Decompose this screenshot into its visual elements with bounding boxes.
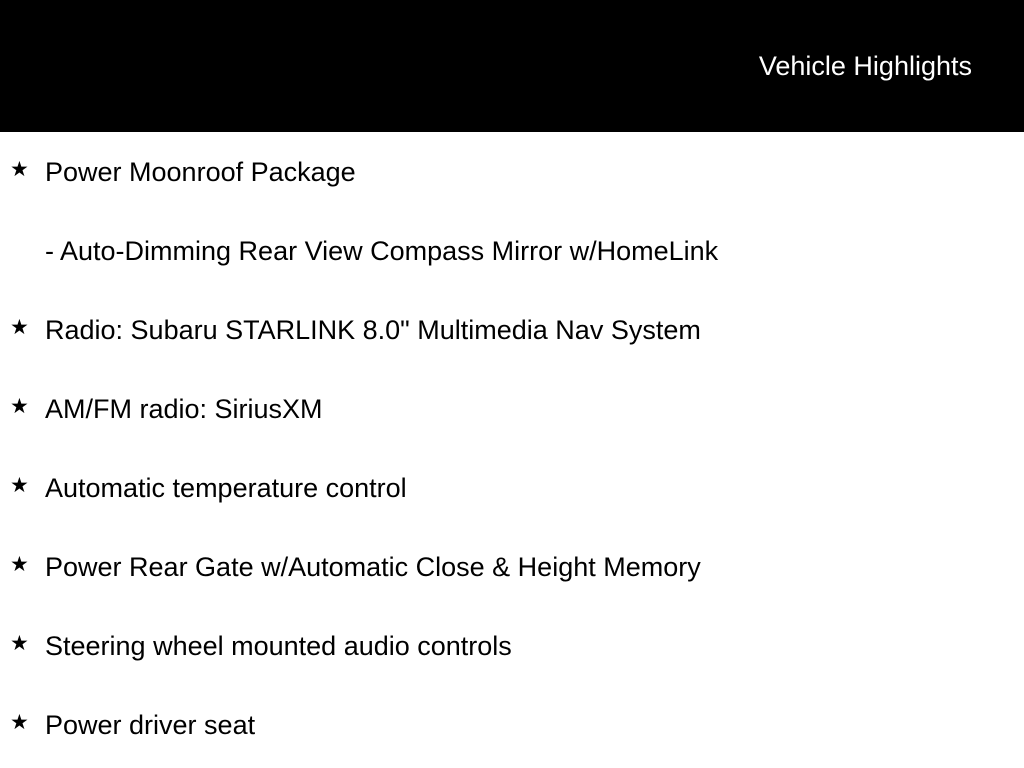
list-item: [0, 211, 1024, 290]
list-item-label: Steering wheel mounted audio controls: [45, 631, 512, 661]
list-item: [0, 448, 1024, 527]
star-icon: ★: [10, 473, 29, 497]
star-icon: ★: [10, 157, 29, 181]
star-icon: ★: [10, 631, 29, 655]
list-item-label: AM/FM radio: SiriusXM: [45, 394, 323, 424]
star-icon: ★: [10, 552, 29, 576]
header-bar: [0, 0, 1024, 132]
highlights-list: [0, 132, 1024, 764]
list-item: [0, 685, 1024, 764]
list-item: [0, 290, 1024, 369]
list-item-label: - Auto-Dimming Rear View Compass Mirror w/HomeLink: [45, 236, 719, 266]
list-item: [0, 132, 1024, 211]
list-item: [0, 369, 1024, 448]
list-item-label: Power driver seat: [45, 710, 256, 740]
list-item: [0, 527, 1024, 606]
list-item-label: Power Moonroof Package: [45, 157, 356, 187]
page-title: Vehicle Highlights: [758, 51, 972, 81]
star-icon: ★: [10, 394, 29, 418]
star-icon: ★: [10, 710, 29, 734]
star-icon: ★: [10, 315, 29, 339]
list-item-label: Automatic temperature control: [45, 473, 407, 503]
list-item-label: Radio: Subaru STARLINK 8.0" Multimedia Nav System: [45, 315, 701, 345]
list-item: [0, 606, 1024, 685]
list-item-label: Power Rear Gate w/Automatic Close & Height Memory: [45, 552, 701, 582]
